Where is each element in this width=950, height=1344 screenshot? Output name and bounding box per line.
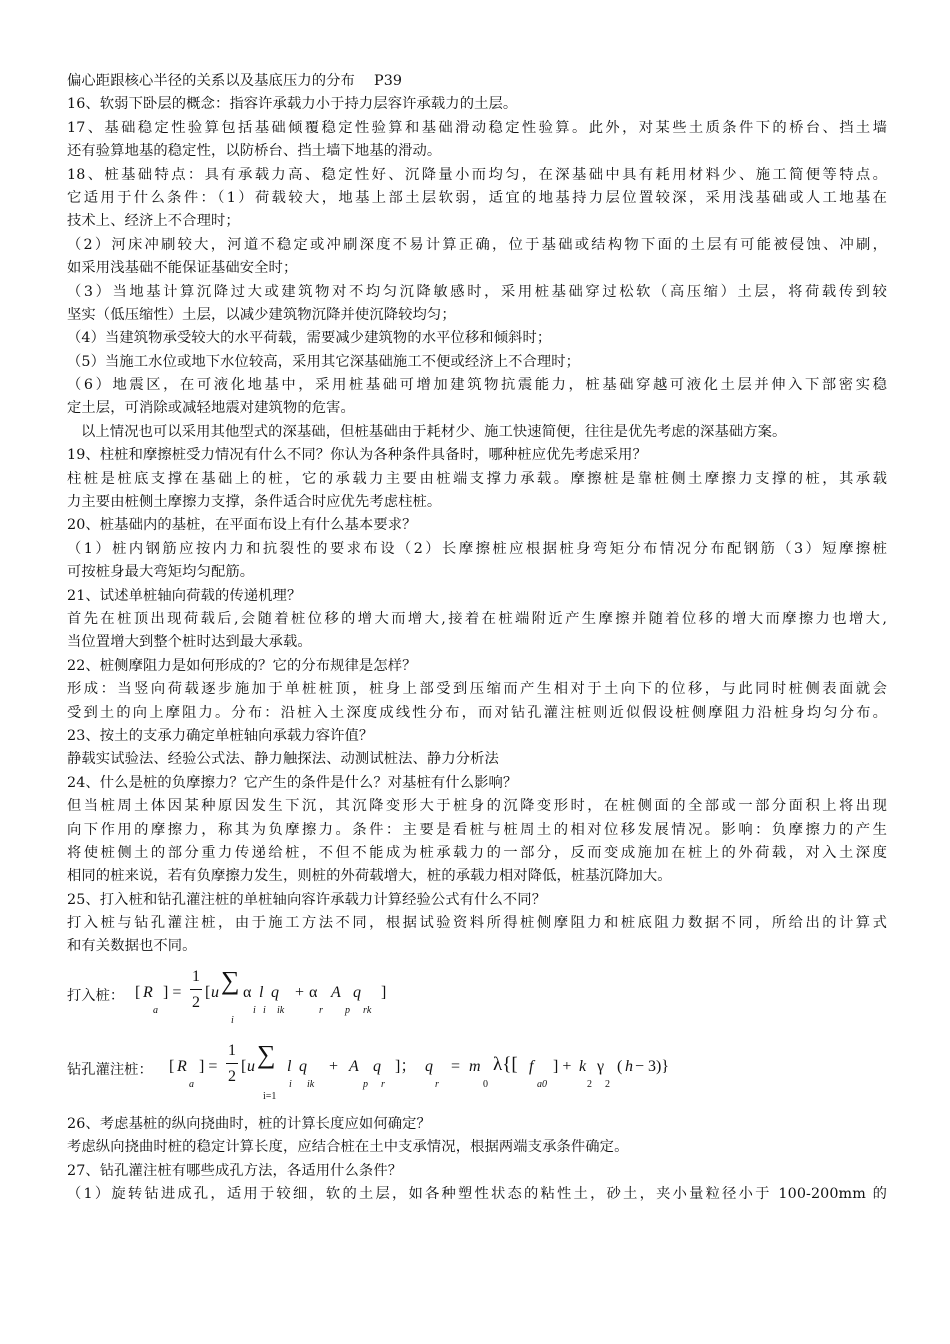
text-line: 柱桩是桩底支撑在基础上的桩，它的承载力主要由桩端支撑力承载。摩擦桩是靠桩侧土摩擦力支撑的桩，其承载 [67, 470, 887, 487]
text-line: （3）当地基计算沉降过大或建筑物对不均匀沉降敏感时，采用桩基础穿过松软（高压缩）土层，将荷载传到较 [67, 283, 887, 300]
text-line: （6）地震区，在可液化地基中，采用桩基础可增加建筑物抗震能力，桩基础穿越可液化土层并伸入下部密实稳 [67, 377, 887, 394]
text-line: （2）河床冲刷较大，河道不稳定或冲刷深度不易计算正确，位于基础或结构物下面的土层有可能被侵蚀、冲刷， [67, 236, 887, 253]
formula-symbol: + [295, 983, 305, 1001]
formula-symbol: a [153, 1004, 158, 1016]
text-line: 打入桩与钻孔灌注桩，由于施工方法不同，根据试验资料所得桩侧摩阻力和桩底阻力数据不同，所给出的计算式 [67, 915, 887, 932]
formula-symbol: [ [135, 983, 141, 1001]
text-line: 还有验算地基的稳定性，以防桥台、挡土墙下地基的滑动。 [67, 143, 442, 160]
question-heading: 27、钻孔灌注桩有哪些成孔方法，各适用什么条件？ [67, 1162, 403, 1179]
formula-symbol: R [177, 1057, 187, 1075]
question-heading: 22、桩侧摩阻力是如何形成的？它的分布规律是怎样？ [67, 657, 417, 674]
text-line: 偏心距跟核心半径的关系以及基底压力的分布 P39 [67, 73, 403, 89]
formula-symbol: p [345, 1004, 350, 1016]
formula-symbol: [ [169, 1057, 175, 1075]
text-line: 技术上、经济上不合理时； [67, 213, 240, 230]
formula-symbol: ] [381, 983, 387, 1001]
text-line: （5）当施工水位或地下水位较高，采用其它深基础施工不便或经济上不合理时； [67, 353, 581, 370]
formula-symbol: q [299, 1057, 307, 1075]
formula-symbol: q [373, 1057, 381, 1075]
text-line: 如采用浅基础不能保证基础安全时； [67, 260, 298, 277]
text-line: 将使桩侧土的部分重力传递给桩，不但不能成为桩承载力的一部分，反而变成施加在桩上的外荷载，对入土深度 [67, 844, 887, 861]
formula-symbol: λ{[ [493, 1053, 518, 1075]
formula-bored-pile [67, 1033, 887, 1113]
text-line: 向下作用的摩擦力，称其为负摩擦力。条件：主要是看桩与桩周土的相对位移发展情况。影响：负摩擦力的产生 [67, 821, 887, 838]
text-line: 力主要由桩侧土摩擦力支撑，条件适合时应优先考虑柱桩。 [67, 494, 442, 511]
formula-symbol: − 3)} [635, 1057, 670, 1075]
formula-symbol: i [263, 1004, 266, 1016]
text-line: 考虑纵向挠曲时桩的稳定计算长度，应结合桩在土中支承情况，根据两端支承条件确定。 [67, 1139, 629, 1156]
formula-symbol: k [579, 1057, 587, 1075]
formula-symbol: r [435, 1078, 439, 1090]
formula-symbol: [ [205, 983, 211, 1001]
question-heading: 23、按土的支承力确定单桩轴向承载力容许值？ [67, 727, 374, 744]
text-line: （1）旋转钻进成孔，适用于较细，软的土层，如各种塑性状态的粘性土，砂土，夹小量粒径小于 100-200mm 的 [67, 1186, 887, 1203]
formula-symbol: a0 [537, 1078, 547, 1090]
question-heading: 20、桩基础内的基桩，在平面布设上有什么基本要求？ [67, 517, 417, 534]
text-line: 17、基础稳定性验算包括基础倾覆稳定性验算和基础滑动稳定性验算。此外，对某些土质条件下的桥台、挡土墙 [67, 119, 887, 136]
formula-symbol: u [247, 1057, 255, 1075]
formula-symbol: m [469, 1057, 481, 1075]
formula-symbol: ik [277, 1004, 285, 1016]
formula-symbol: i [289, 1078, 292, 1090]
text-line: 但当桩周土体因某种原因发生下沉，其沉降变形大于桩身的沉降变形时，在桩侧面的全部或一部分面积上将出现 [67, 798, 887, 815]
formula-symbol: q [425, 1057, 433, 1075]
question-heading: 21、试述单桩轴向荷载的传递机理？ [67, 587, 302, 604]
formula-symbol: R [143, 983, 153, 1001]
formula-symbol: h [625, 1057, 633, 1075]
formula-symbol: r [381, 1078, 385, 1090]
formula-fraction: 1 2 [192, 967, 200, 1012]
text-line: 静载实试验法、经验公式法、静力触探法、动测试桩法、静力分析法 [67, 751, 499, 768]
formula-symbol: ] = [199, 1057, 218, 1075]
formula-symbol: q [271, 983, 279, 1001]
formula-symbol: rk [363, 1004, 372, 1016]
formula-driven-pile [67, 959, 887, 1033]
text-line: 18、桩基础特点：具有承载力高、稳定性好、沉降量小而均匀，在深基础中具有耗用材料少、施工简便等特点。 [67, 166, 887, 183]
formula-symbol: l [287, 1057, 292, 1075]
text-line: 当位置增大到整个桩时达到最大承载。 [67, 634, 312, 651]
formula-symbol: A [331, 983, 341, 1001]
formula-symbol: u [211, 983, 219, 1001]
question-heading: 25、打入桩和钻孔灌注桩的单桩轴向容许承载力计算经验公式有什么不同？ [67, 891, 547, 908]
question-heading: 24、什么是桩的负摩擦力？它产生的条件是什么？对基桩有什么影响？ [67, 774, 518, 791]
formula-symbol: 2 [605, 1078, 610, 1090]
formula-symbol: a [189, 1078, 194, 1090]
formula-symbol: ] + [553, 1057, 572, 1075]
text-line: 以上情况也可以采用其他型式的深基础，但桩基础由于耗材少、施工快速简便，往往是优先考虑的深基础方案。 [81, 423, 787, 440]
formula-fraction: 1 2 [228, 1041, 236, 1086]
formula-symbol: α [309, 983, 318, 1001]
question-heading: 19、柱桩和摩擦桩受力情况有什么不同？你认为各种条件具备时，哪种桩应优先考虑采用？ [67, 447, 647, 464]
sum-icon: ∑ [257, 1039, 276, 1069]
formula-symbol: i [253, 1004, 256, 1016]
text-line: 它适用于什么条件：（1）荷载较大，地基上部土层软弱，适宜的地基持力层位置较深，采用浅基础或人工地基在 [67, 189, 887, 206]
text-line: （4）当建筑物承受较大的水平荷载，需要减少建筑物的水平位移和倾斜时； [67, 330, 552, 347]
formula-symbol: ik [307, 1078, 315, 1090]
text-line: 和有关数据也不同。 [67, 938, 197, 955]
formula-symbol: ] = [163, 983, 182, 1001]
formula-symbol: q [353, 983, 361, 1001]
formula-symbol: f [529, 1057, 534, 1075]
formula-symbol: ( [617, 1057, 623, 1075]
document-page [67, 70, 887, 1206]
text-line: 相同的桩来说，若有负摩擦力发生，则桩的外荷载增大，桩的承载力相对降低，桩基沉降加大。 [67, 868, 672, 885]
formula-label: 钻孔灌注桩： [67, 1061, 153, 1078]
formula-symbol: 2 [587, 1078, 592, 1090]
formula-symbol: + [329, 1057, 339, 1075]
text-line: 16、软弱下卧层的概念：指容许承载力小于持力层容许承载力的土层。 [67, 96, 518, 113]
formula-symbol: l [259, 983, 264, 1001]
formula-symbol: [ [241, 1057, 247, 1075]
formula-symbol: p [363, 1078, 368, 1090]
formula-symbol: A [349, 1057, 359, 1075]
formula-symbol: r [319, 1004, 323, 1016]
formula-label: 打入桩： [67, 987, 125, 1004]
text-line: 可按桩身最大弯矩均匀配筋。 [67, 564, 255, 581]
sum-icon: ∑ [221, 965, 240, 995]
text-line: 形成：当竖向荷载逐步施加于单桩桩顶，桩身上部受到压缩而产生相对于土向下的位移，与此同时桩侧表面就会 [67, 681, 887, 698]
formula-symbol: = [451, 1057, 461, 1075]
formula-symbol: 0 [483, 1078, 488, 1090]
text-line: 坚实（低压缩性）土层，以减少建筑物沉降并使沉降较均匀； [67, 306, 456, 323]
question-heading: 26、考虑基桩的纵向挠曲时，桩的计算长度应如何确定？ [67, 1115, 431, 1132]
text-line: （1）桩内钢筋应按内力和抗裂性的要求布设（2）长摩擦桩应根据桩身弯矩分布情况分布配钢筋（3）短摩擦桩 [67, 540, 887, 557]
formula-symbol: ]； [395, 1057, 417, 1075]
text-line: 首先在桩顶出现荷载后,会随着桩位移的增大而增大,接着在桩端附近产生摩擦并随着位移的增大而摩擦力也增大, [67, 610, 887, 627]
text-line: 定土层，可消除或减轻地震对建筑物的危害。 [67, 400, 355, 417]
formula-symbol: i [231, 1014, 234, 1026]
text-line: 受到土的向上摩阻力。分布：沿桩入土深度成线性分布，而对钻孔灌注桩则近似假设桩侧摩阻力沿桩身均匀分布。 [67, 704, 887, 721]
formula-symbol: i=1 [263, 1090, 277, 1102]
formula-symbol: γ [597, 1057, 605, 1075]
formula-symbol: α [243, 983, 252, 1001]
